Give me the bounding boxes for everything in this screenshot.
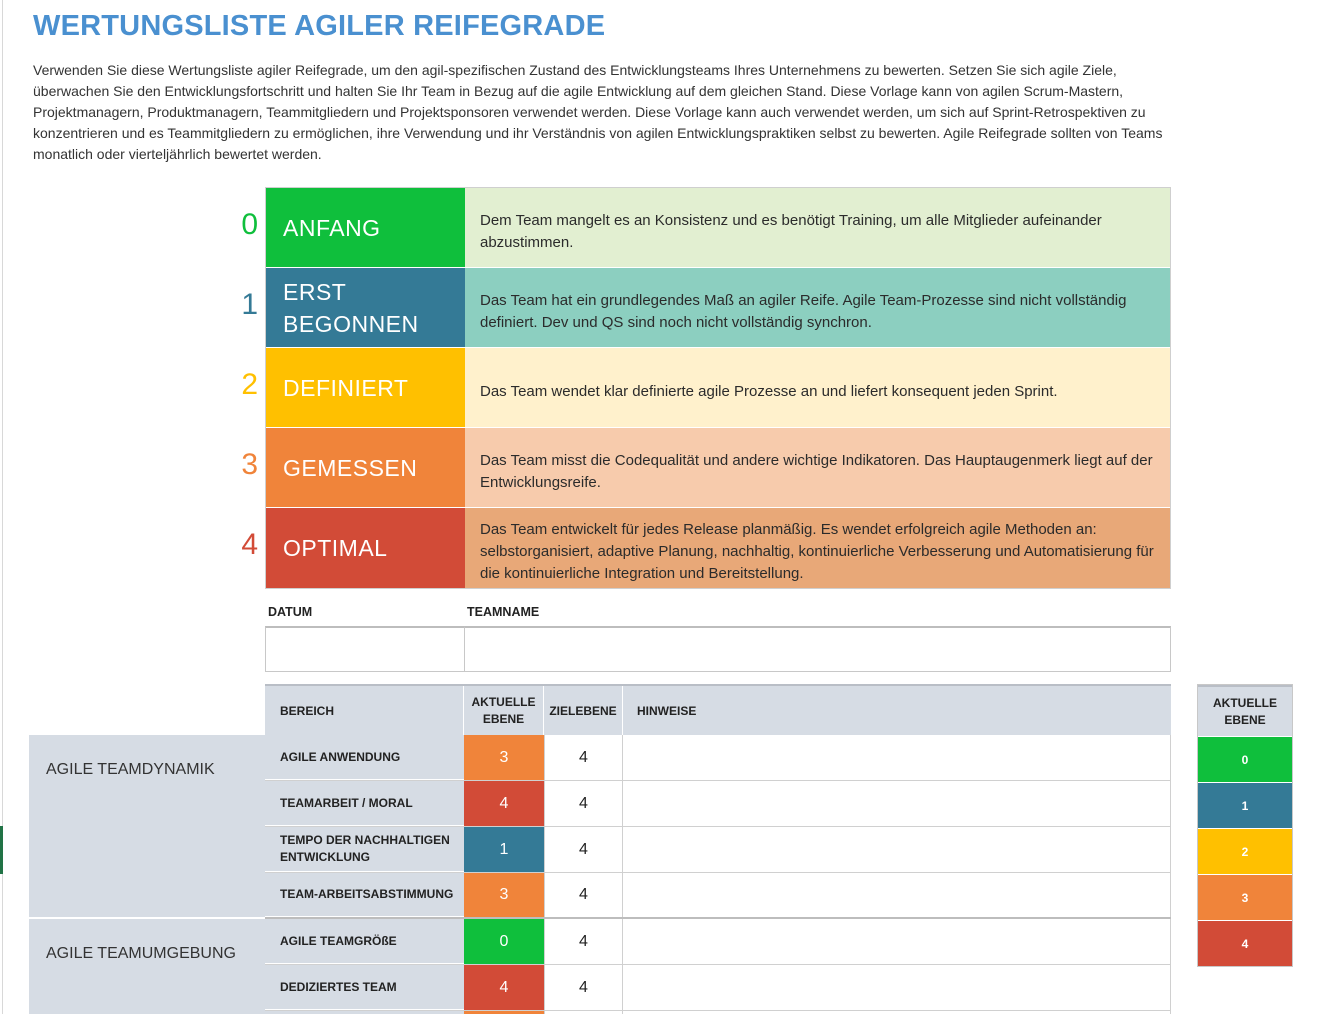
level-number-0: 0: [241, 208, 258, 241]
level-legend: [1197, 684, 1293, 967]
level-desc-cell[interactable]: Das Team misst die Codequalität und andere wichtige Indikatoren. Das Hauptaugenmerk liegt auf der Entwicklungsreife.: [465, 428, 1170, 507]
row-target-level[interactable]: 4: [544, 827, 623, 872]
level-row-0: [266, 188, 1170, 268]
team-name-input-cell[interactable]: [464, 626, 1171, 672]
legend-level-3: 3: [1198, 874, 1292, 920]
level-row-4: [266, 508, 1170, 588]
level-name-cell[interactable]: OPTIMAL: [266, 508, 465, 588]
assessment-table-header: [265, 684, 1171, 735]
level-number-1: 1: [241, 288, 258, 321]
row-target-level[interactable]: 4: [544, 781, 623, 826]
level-name-cell[interactable]: DEFINIERT: [266, 348, 465, 427]
row-current-level[interactable]: 3: [464, 873, 544, 917]
header-notes: HINWEISE: [637, 703, 697, 718]
row-notes[interactable]: [623, 965, 1171, 1010]
level-desc-cell[interactable]: Das Team wendet klar definierte agile Prozesse an und liefert konsequent jeden Sprint.: [465, 348, 1170, 427]
table-row: [265, 735, 1171, 781]
row-notes[interactable]: [623, 919, 1171, 964]
level-row-2: [266, 348, 1170, 428]
group-agile-teamdynamik[interactable]: AGILE TEAMDYNAMIK: [29, 735, 265, 919]
table-row: [265, 919, 1171, 965]
row-target-level[interactable]: 4: [544, 965, 623, 1010]
row-current-level[interactable]: 4: [464, 781, 544, 826]
level-row-1: [266, 268, 1170, 348]
row-notes[interactable]: [623, 873, 1171, 917]
legend-level-2: 2: [1198, 828, 1292, 874]
assessment-table: [265, 684, 1171, 1014]
table-row: [265, 827, 1171, 873]
level-name-cell[interactable]: GEMESSEN: [266, 428, 465, 507]
legend-level-0: 0: [1198, 736, 1292, 782]
header-area: BEREICH: [265, 686, 464, 735]
group-agile-teamumgebung[interactable]: AGILE TEAMUMGEBUNG: [29, 919, 265, 1014]
date-input-cell[interactable]: [265, 626, 465, 672]
table-row: [265, 873, 1171, 919]
level-name-cell[interactable]: ANFANG: [266, 188, 465, 267]
legend-level-1: 1: [1198, 782, 1292, 828]
row-area[interactable]: DEDIZIERTES TEAM: [265, 965, 464, 1010]
level-row-3: [266, 428, 1170, 508]
table-row: [265, 781, 1171, 827]
header-current-level: AKTUELLE EBENE: [464, 686, 544, 735]
level-number-2: 2: [241, 368, 258, 401]
page-title: WERTUNGSLISTE AGILER REIFEGRADE: [33, 10, 606, 42]
row-notes[interactable]: [623, 735, 1171, 780]
row-notes[interactable]: [623, 781, 1171, 826]
row-current-level[interactable]: 1: [464, 827, 544, 872]
legend-level-4: 4: [1198, 920, 1292, 966]
level-number-3: 3: [241, 448, 258, 481]
row-notes[interactable]: [623, 827, 1171, 872]
level-desc-cell[interactable]: Das Team hat ein grundlegendes Maß an agiler Reife. Agile Team-Prozesse sind nicht vollständig definiert. Dev und QS sind noch nicht vollständig synchron.: [465, 268, 1170, 347]
row-area[interactable]: AGILE ANWENDUNG: [265, 735, 464, 780]
legend-header: AKTUELLE EBENE: [1198, 685, 1292, 736]
row-current-level[interactable]: 4: [464, 965, 544, 1010]
level-desc-cell[interactable]: Dem Team mangelt es an Konsistenz und es benötigt Training, um alle Mitglieder aufeinander abzustimmen.: [465, 188, 1170, 267]
team-name-label: TEAMNAME: [467, 605, 540, 619]
header-target-level: ZIELEBENE: [544, 686, 623, 735]
row-target-level[interactable]: 4: [544, 735, 623, 780]
row-area[interactable]: TEAMARBEIT / MORAL: [265, 781, 464, 826]
maturity-levels-table: [265, 187, 1171, 589]
row-area[interactable]: AGILE TEAMGRÖßE: [265, 919, 464, 964]
row-target-level[interactable]: 4: [544, 873, 623, 917]
date-label: DATUM: [268, 605, 313, 619]
row-selection-marker: [0, 826, 3, 874]
table-row: [265, 965, 1171, 1011]
row-target-level[interactable]: 4: [544, 919, 623, 964]
row-current-level[interactable]: 0: [464, 919, 544, 964]
row-area[interactable]: TEMPO DER NACHHALTIGEN ENTWICKLUNG: [265, 827, 464, 872]
row-area[interactable]: TEAM-ARBEITSABSTIMMUNG: [265, 873, 464, 917]
row-current-level[interactable]: 3: [464, 735, 544, 780]
level-name-cell[interactable]: ERST BEGONNEN: [266, 268, 465, 347]
page-description: Verwenden Sie diese Wertungsliste agiler Reifegrade, um den agil-spezifischen Zustand des Entwicklungsteams Ihres Unternehmens zu bewerten. Setzen Sie sich agile Ziele, überwachen Sie den Entwicklungsfortschritt und halten Sie Ihr Team in Bezug auf die agile Entwicklung auf dem gleichen Stand. Diese Vorlage kann von agilen Scrum-Mastern, Projektmanagern, Produktmanagern, Teammitgliedern und Projektsponsoren verwendet werden. Diese Vorlage kann auch verwendet werden, um sich auf Sprint-Retrospektiven zu konzentrieren und es Teammitgliedern zu ermöglichen, ihre Verwendung und ihr Verständnis von agilen Entwicklungspraktiken selbst zu bewerten. Agile Reifegrade sollten von Teams monatlich oder vierteljährlich bewertet werden.: [33, 62, 1163, 162]
level-number-4: 4: [241, 528, 258, 561]
level-desc-cell[interactable]: Das Team entwickelt für jedes Release planmäßig. Es wendet erfolgreich agile Methoden an: selbstorganisiert, adaptive Planung, nachhaltig, kontinuierliche Verbesserung und Automatisierung für die kontinuierliche Integration und Bereitstellung.: [465, 508, 1170, 588]
